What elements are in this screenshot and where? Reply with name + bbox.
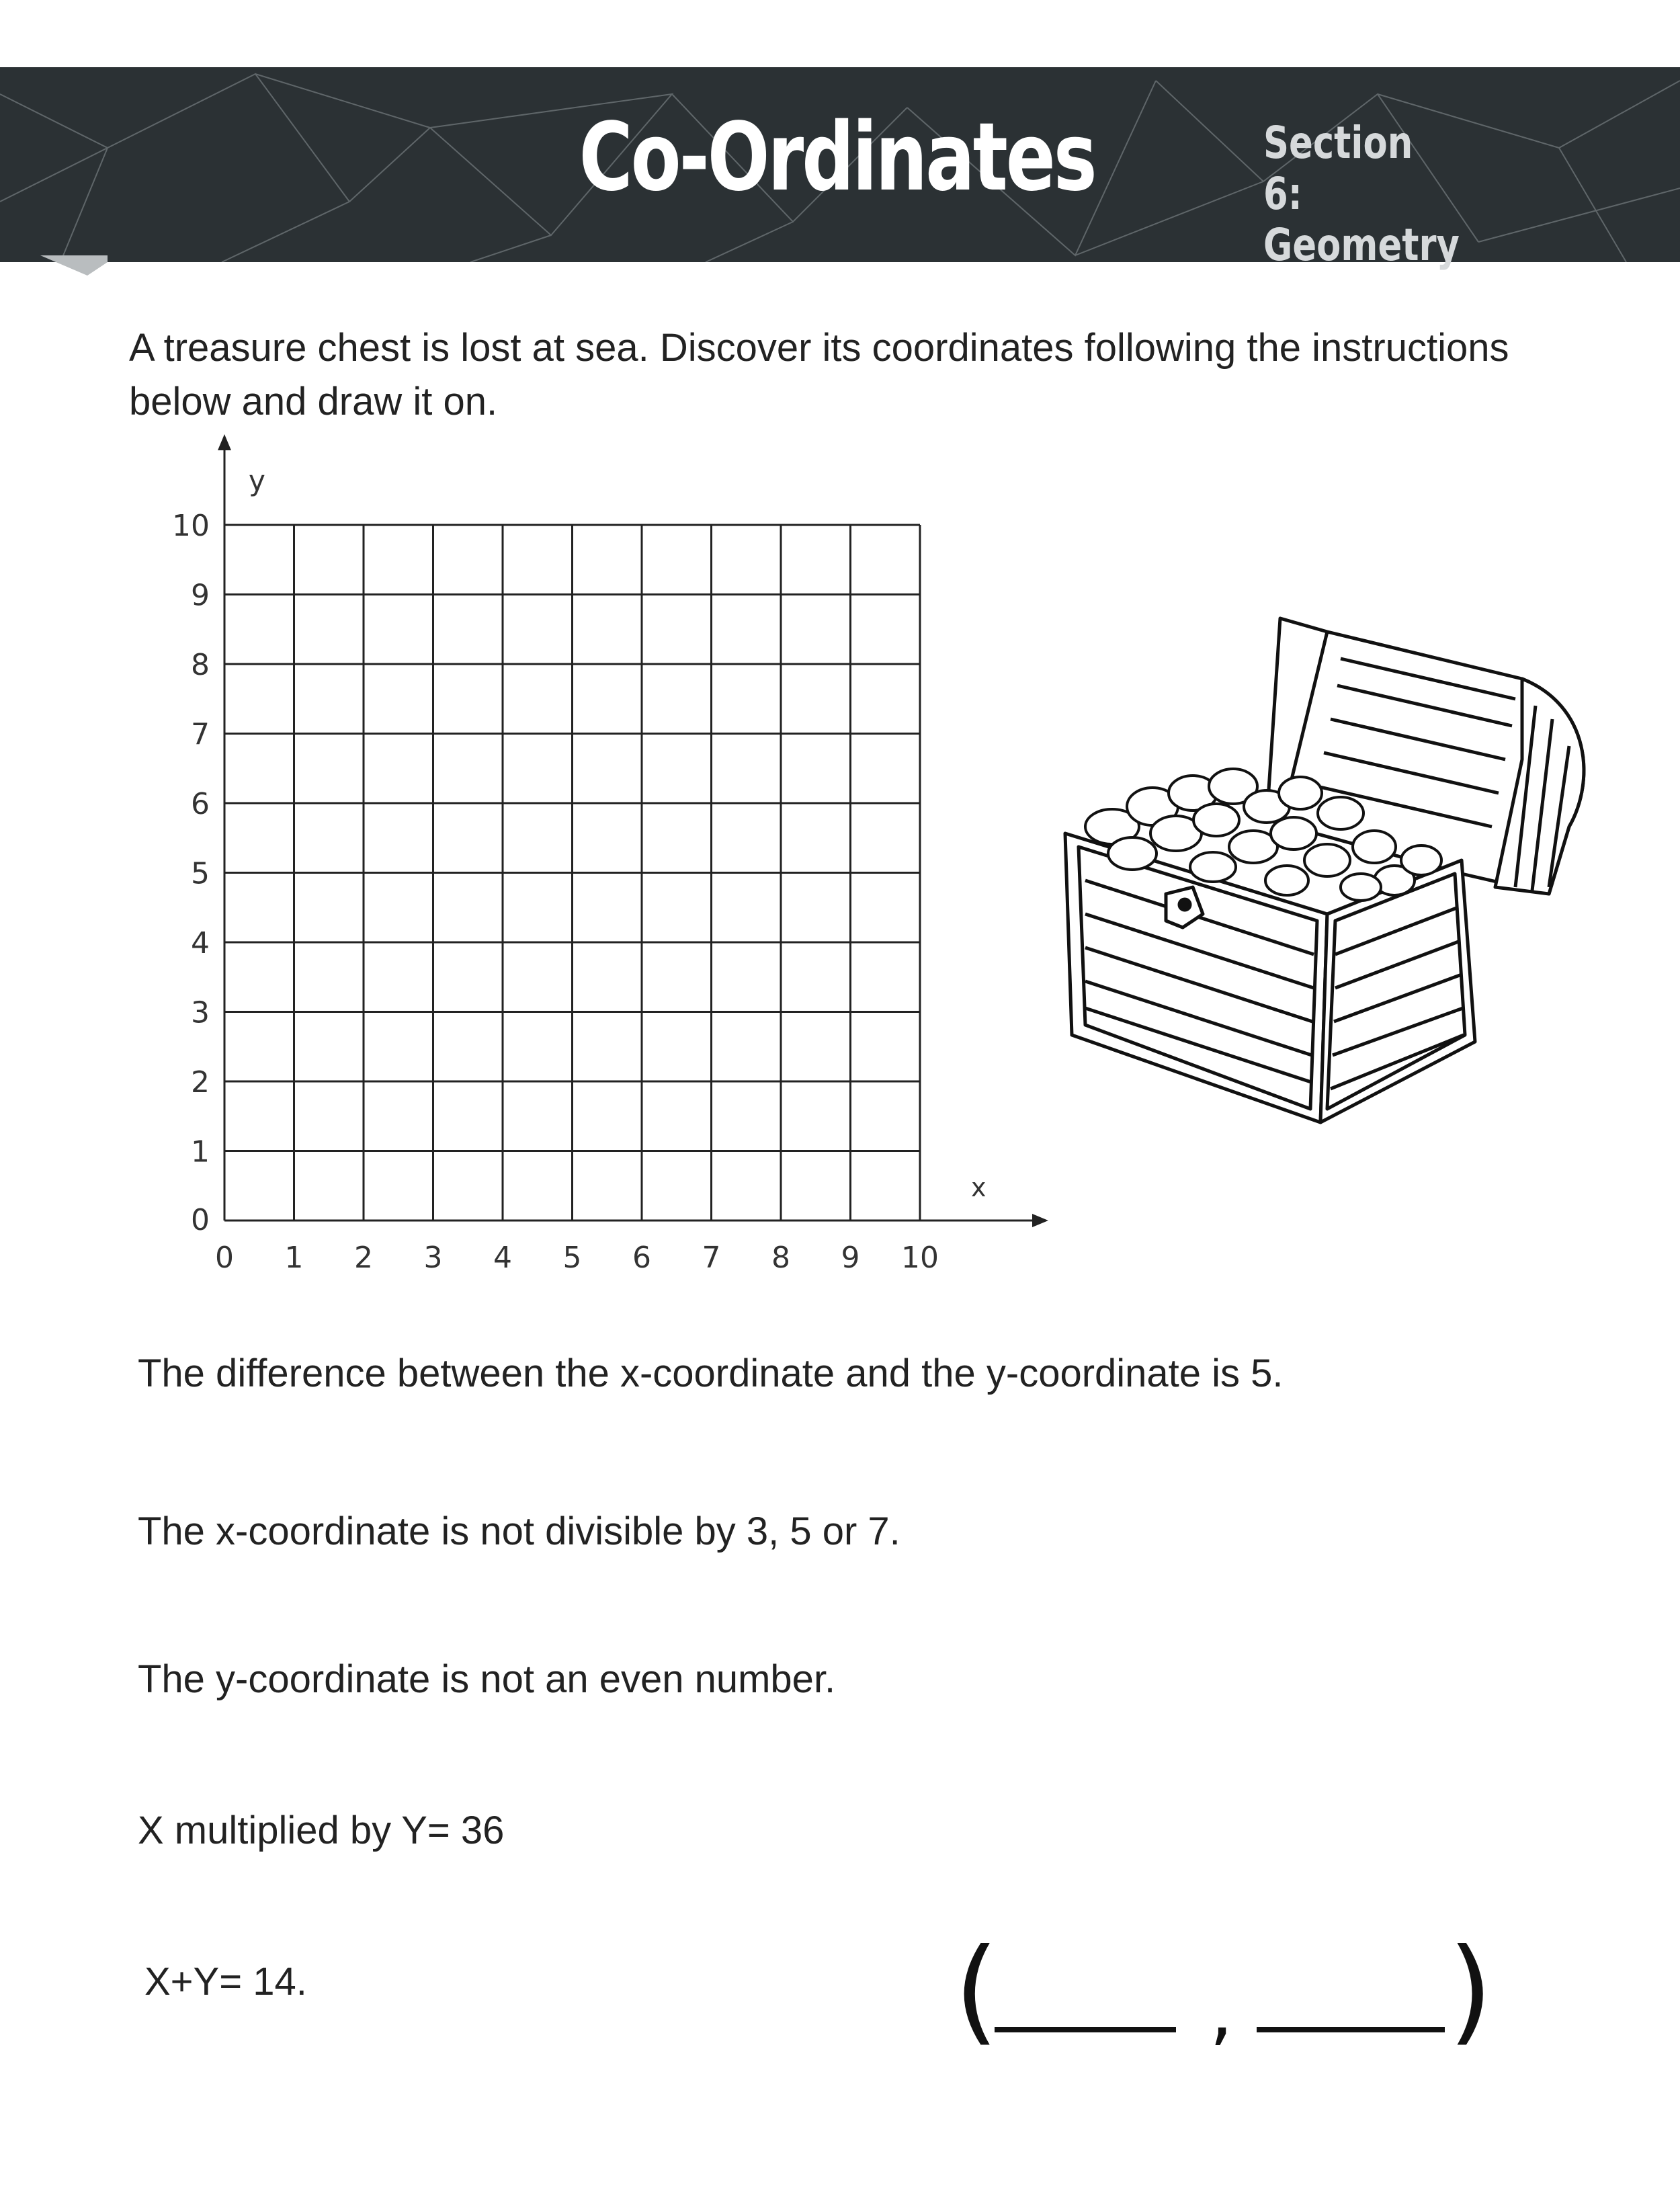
y-tick-label: 6 — [191, 787, 210, 821]
clue-odd-y: The y-coordinate is not an even number. — [138, 1657, 836, 1701]
x-tick-label: 7 — [702, 1241, 721, 1275]
clue-product: X multiplied by Y= 36 — [138, 1809, 505, 1852]
clue-difference: The difference between the x-coordinate and the y-coordinate is 5. — [138, 1352, 1284, 1395]
x-tick-label: 5 — [562, 1241, 582, 1275]
page-title: Co-Ordinates — [579, 103, 1095, 212]
x-axis-arrow — [1032, 1214, 1048, 1227]
section-label — [1263, 117, 1460, 271]
y-tick-label: 7 — [191, 717, 210, 752]
section-topic: Geometry — [1263, 219, 1460, 271]
y-tick-label: 1 — [191, 1134, 210, 1169]
instructions-text: A treasure chest is lost at sea. Discover its coordinates following the instructions below and draw it on. — [129, 326, 1509, 423]
y-tick-label: 10 — [172, 509, 210, 543]
y-axis-label: y — [249, 464, 265, 497]
y-tick-label: 5 — [191, 856, 210, 891]
clue-sum: X+Y= 14. — [144, 1960, 307, 2003]
coordinate-grid — [155, 430, 1082, 1287]
open-paren: ( — [954, 1924, 999, 2057]
x-tick-label: 8 — [771, 1241, 790, 1275]
treasure-chest-icon — [1058, 605, 1596, 1129]
answer-blank[interactable] — [954, 1922, 1505, 2070]
x-tick-label: 1 — [284, 1241, 304, 1275]
y-tick-label: 8 — [191, 648, 210, 682]
x-tick-label: 10 — [901, 1241, 939, 1275]
y-tick-label: 2 — [191, 1065, 210, 1100]
x-tick-label: 4 — [493, 1241, 512, 1275]
close-paren: ) — [1448, 1924, 1493, 2057]
y-axis-arrow — [218, 434, 231, 450]
clue-divisibility: The x-coordinate is not divisible by 3, 5 or 7. — [138, 1510, 900, 1553]
x-tick-label: 3 — [423, 1241, 443, 1275]
y-tick-label: 0 — [191, 1203, 210, 1237]
y-tick-label: 3 — [191, 995, 210, 1030]
section-number: Section 6: — [1263, 117, 1413, 220]
x-tick-label: 2 — [354, 1241, 373, 1275]
grid-svg — [155, 430, 1082, 1284]
comma: , — [1210, 1968, 1233, 2054]
y-tick-label: 4 — [191, 926, 210, 960]
y-tick-label: 9 — [191, 578, 210, 613]
x-tick-label: 0 — [215, 1241, 234, 1275]
x-tick-label: 6 — [632, 1241, 651, 1275]
banner-fold — [0, 255, 108, 276]
x-tick-label: 9 — [841, 1241, 860, 1275]
x-axis-label: x — [971, 1173, 986, 1202]
